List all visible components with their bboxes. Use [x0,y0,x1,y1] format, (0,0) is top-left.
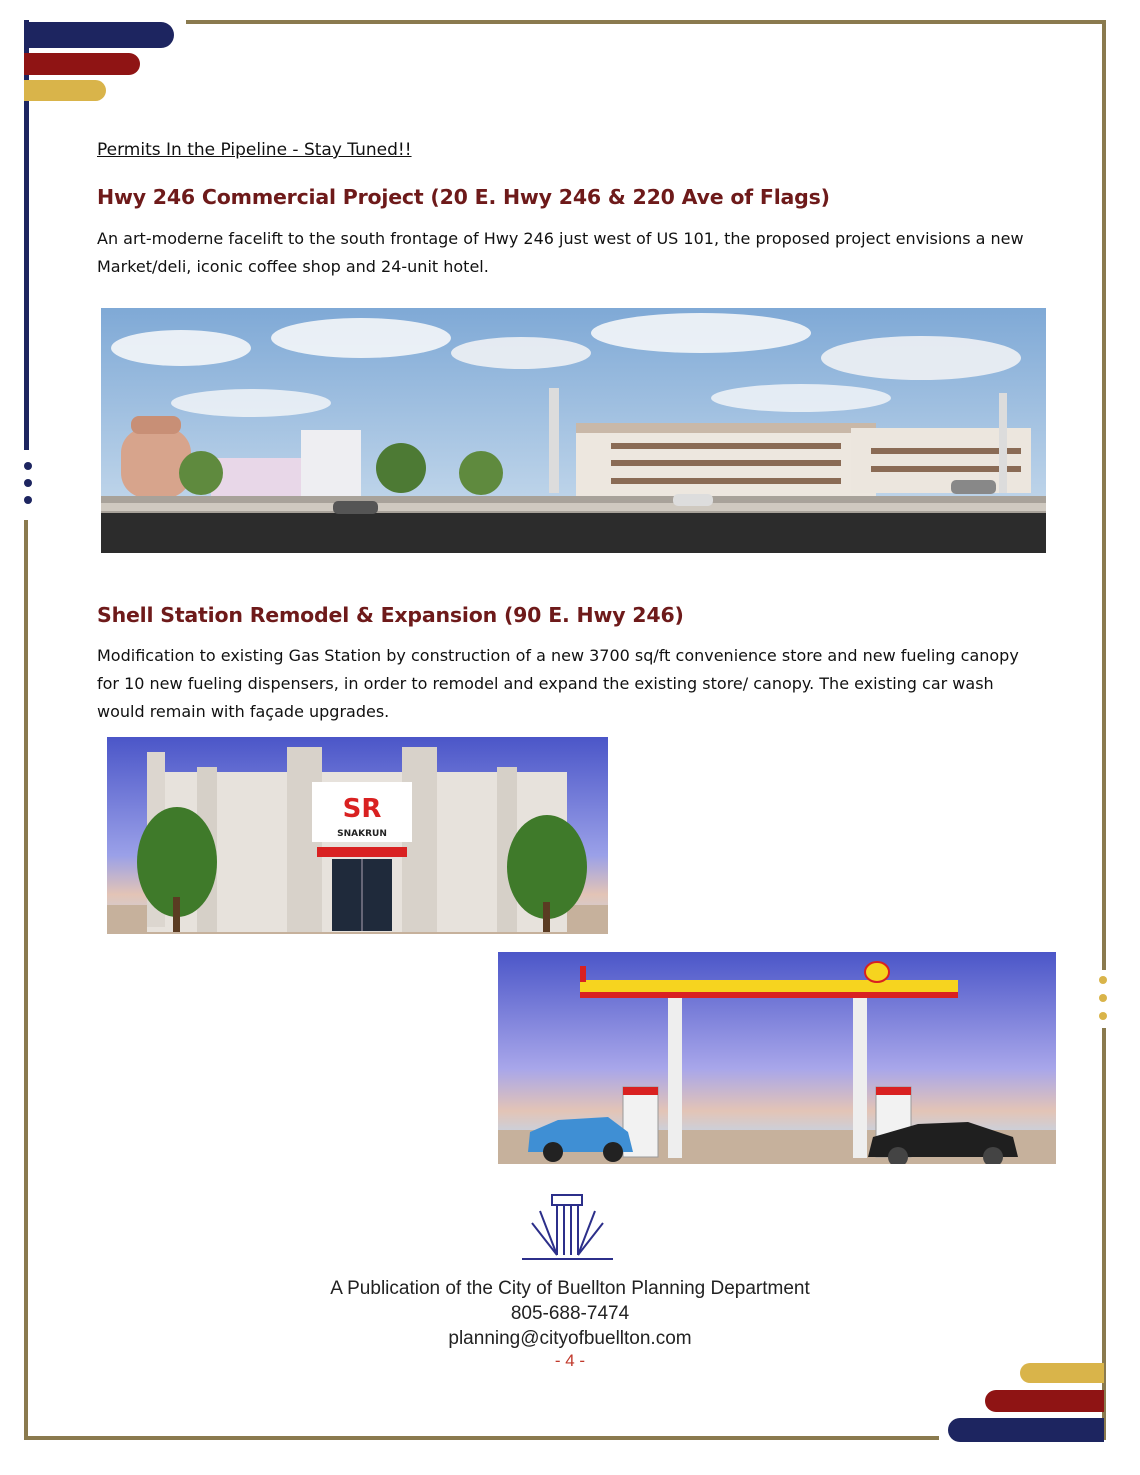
footer-phone: 805-688-7474 [510,1303,630,1324]
city-logo-icon [520,1193,615,1265]
stripe-navy-bottom-right [948,1418,1104,1442]
frame-right-border [1102,20,1106,970]
section-heading: Permits In the Pipeline - Stay Tuned!! [97,140,412,160]
decor-dot [24,462,32,470]
stripe-red-top-left [24,53,140,75]
decor-dot [24,479,32,487]
frame-left-border [24,520,28,1438]
page-number: - 4 - [554,1351,586,1370]
footer-email[interactable]: planning@cityofbuellton.com [448,1328,692,1349]
stripe-red-bottom-right [985,1390,1104,1412]
decor-dot [1099,1012,1107,1020]
hwy246-rendering-image [101,308,1046,553]
frame-top-border [186,20,1106,24]
project-2-title: Shell Station Remodel & Expansion (90 E. Hwy 246) [97,603,684,627]
project-2-description: Modification to existing Gas Station by construction of a new 3700 sq/ft convenience store and new fueling canopy for 10 new fueling dispensers, in order to remodel and expand the existing store/ canopy. The existing car wash would remain with façade upgrades. [97,646,1019,721]
decor-dot [1099,976,1107,984]
store-logo-icon: SR [342,794,382,824]
stripe-navy-top-left [24,22,174,48]
project-1-title: Hwy 246 Commercial Project (20 E. Hwy 246 & 220 Ave of Flags) [97,185,830,209]
footer-publication: A Publication of the City of Buellton Planning Department [330,1278,810,1299]
decor-dot [1099,994,1107,1002]
shell-canopy-elevation-image [498,952,1056,1164]
store-brand-text: SNAKRUN [337,829,387,839]
shell-logo-icon [865,962,889,982]
stripe-gold-top-left [24,80,106,101]
decor-dot [24,496,32,504]
convenience-store-elevation-image [107,737,608,934]
project-1-description: An art-moderne facelift to the south frontage of Hwy 246 just west of US 101, the proposed project envisions a new Market/deli, iconic coffee shop and 24-unit hotel. [97,229,1024,276]
frame-bottom-border [24,1436,939,1440]
